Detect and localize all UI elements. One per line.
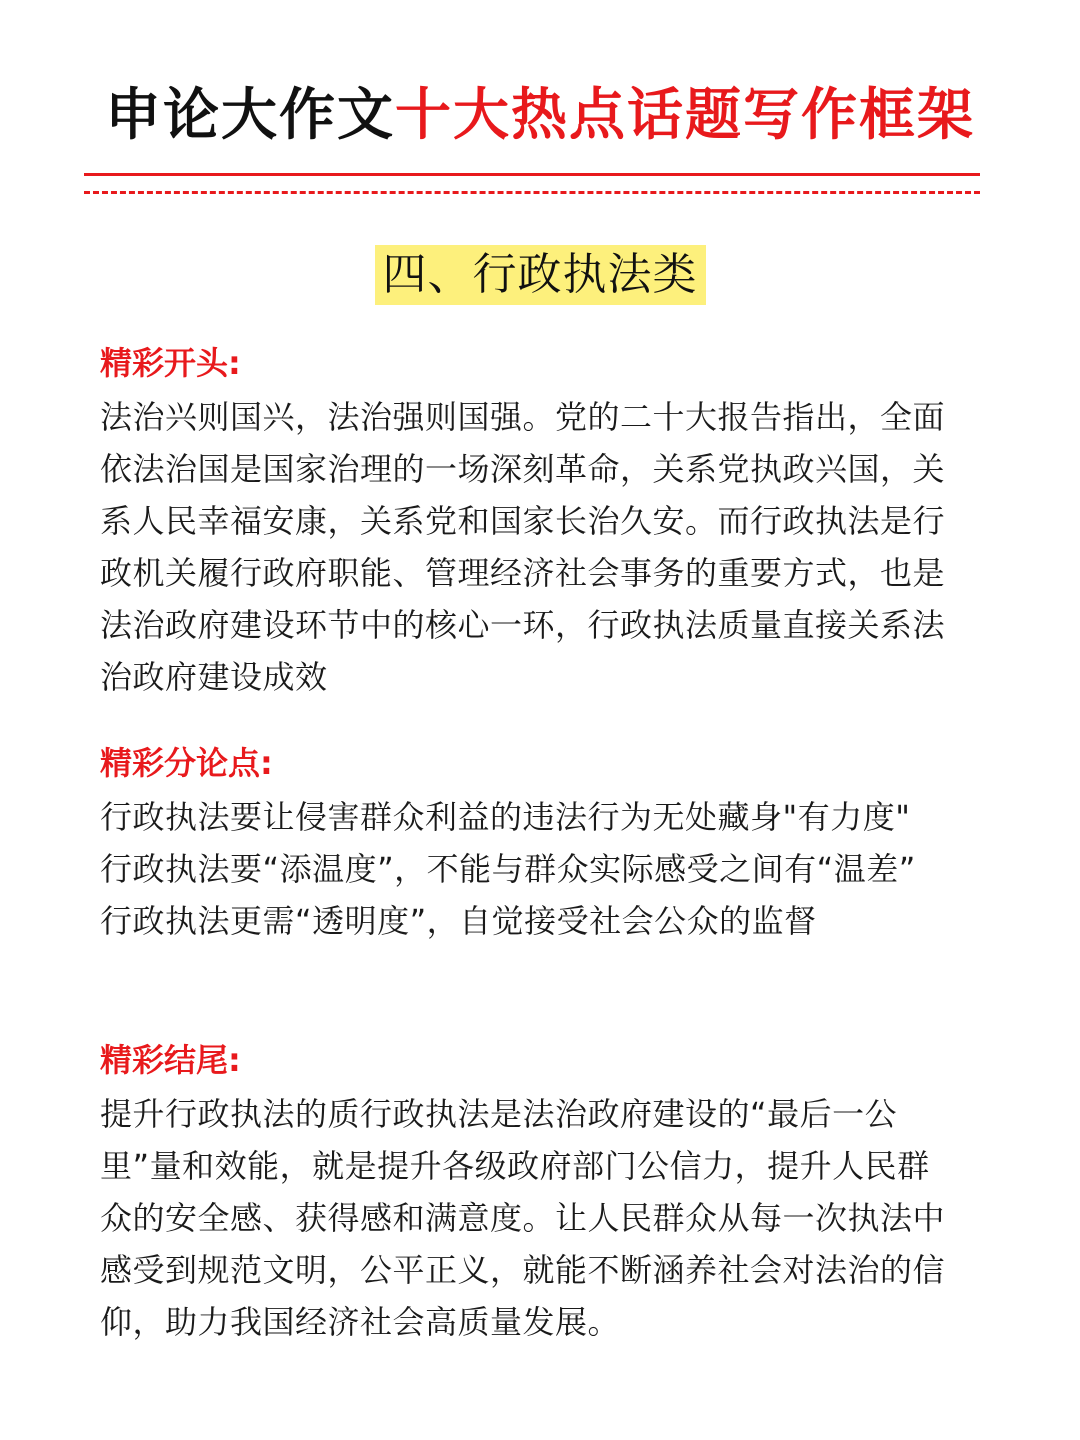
title-solid-divider: [84, 173, 980, 176]
title-dashed-divider: [84, 191, 980, 194]
ending-block: [100, 1040, 960, 1348]
ending-label: 精彩结尾:: [100, 1041, 241, 1079]
opening-block: [100, 343, 960, 703]
section-heading-container: [0, 245, 1080, 305]
point-item-2: 行政执法要“添温度”，不能与群众实际感受之间有“温差”: [100, 850, 916, 888]
opening-text: 法治兴则国兴，法治强则国强。党的二十大报告指出，全面依法治国是国家治理的一场深刻革命，关系党执政兴国，关系人民幸福安康，关系党和国家长治久安。而行政执法是行政机关履行政府职能、管理经济社会事务的重要方式，也是法治政府建设环节中的核心一环，行政执法质量直接关系法治政府建设成效: [100, 398, 946, 696]
section-heading: 四、行政执法类: [375, 245, 706, 305]
ending-text: 提升行政执法的质行政执法是法治政府建设的“最后一公里”量和效能，就是提升各级政府部门公信力，提升人民群众的安全感、获得感和满意度。让人民群众从每一次执法中感受到规范文明，公平正义，就能不断涵养社会对法治的信仰，助力我国经济社会高质量发展。: [100, 1095, 946, 1341]
opening-label: 精彩开头:: [100, 344, 241, 382]
point-item-1: 行政执法要让侵害群众利益的违法行为无处藏身"有力度": [100, 798, 911, 836]
points-label: 精彩分论点:: [100, 744, 273, 782]
points-block: [100, 743, 960, 947]
title-red-part: 十大热点话题写作框架: [395, 83, 975, 148]
point-item-3: 行政执法更需“透明度”，自觉接受社会公众的监督: [100, 902, 817, 940]
title-black-part: 申论大作文: [105, 83, 395, 148]
page-title: [0, 78, 1080, 154]
